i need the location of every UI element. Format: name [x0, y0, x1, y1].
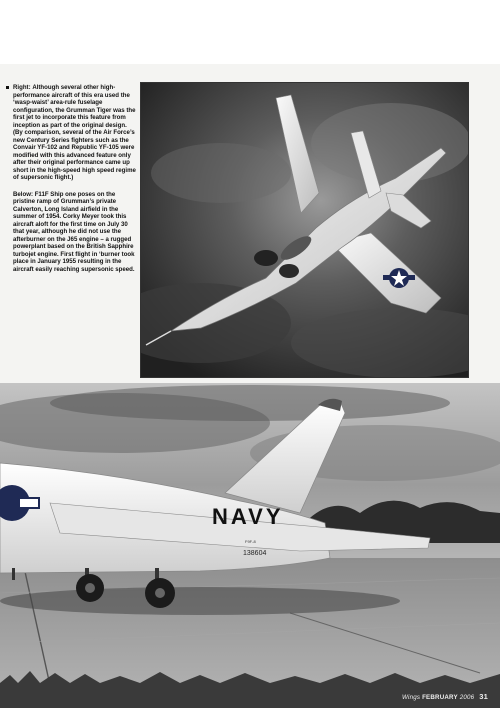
fuselage-navy-marking: NAVY [212, 504, 284, 529]
caption-right [13, 84, 137, 182]
caption-below-lead: Below: [13, 190, 33, 198]
aircraft-in-flight-illustration [141, 83, 468, 377]
footer-page-number: 31 [479, 692, 488, 701]
caption-below [13, 191, 137, 274]
aircraft-on-ramp-illustration [0, 383, 500, 708]
caption-column [13, 84, 137, 282]
caption-bullet [6, 86, 9, 89]
caption-below-text: F11F Ship one poses on the pristine ramp of Grumman’s private Calverton, Long Island airfield in the summer of 1954. Corky Meyer took this aircraft aloft for the first time on July 30 that year, although he did not use the afterburner on the J65 engine – a rugged powerplant based on the British Sapphire turbojet engine. First flight in ‘burner took place in January 1955 resulting in the aircraft easily reaching supersonic speed. [13, 190, 135, 273]
caption-right-text: Although several other high-performance aircraft of this era used the ‘wasp-waist’ area-rule fuselage configuration, the Grumman Tiger was the first jet to incorporate this feature from inception as part of the original design. (By comparison, several of the Air Force’s new Century Series fighters such as the Convair YF-102 and Republic YF-105 were modified with this advanced feature only after their original performance came up short in the high-speed high speed regime of supersonic flight.) [13, 84, 136, 181]
page-footer [402, 692, 488, 701]
photo-aircraft-in-flight [140, 82, 469, 378]
page-top-margin [0, 0, 500, 64]
footer-year: 2006 [459, 694, 475, 701]
photo-aircraft-on-ramp [0, 383, 500, 708]
caption-right-lead: Right: [13, 84, 31, 91]
footer-magazine: Wings [402, 694, 421, 701]
fuselage-serial: 138604 [243, 550, 267, 557]
fuselage-type-code: F9F-8 [245, 539, 256, 544]
footer-month: FEBRUARY [422, 694, 458, 701]
